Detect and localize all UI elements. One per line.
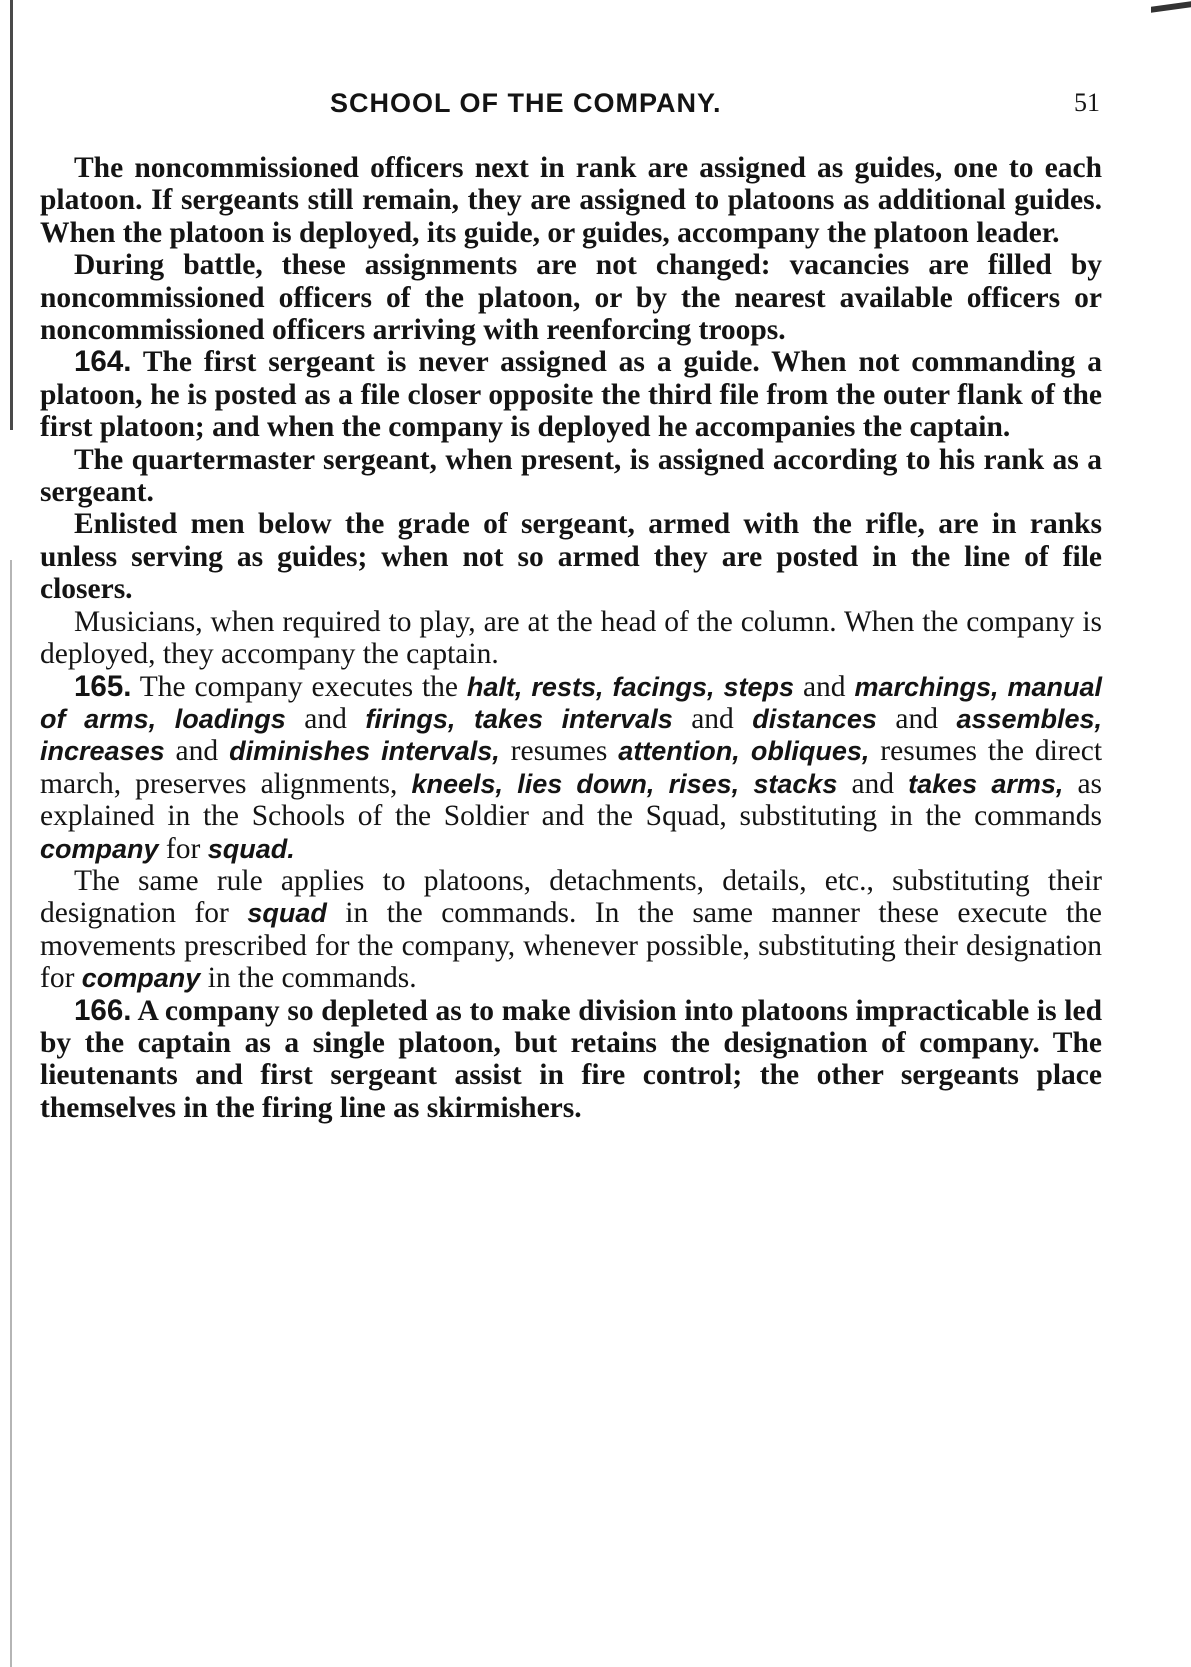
text-span: and <box>164 735 230 768</box>
text-span: deployed, its guide, or guides, accompany the platoon leader. <box>299 216 1060 249</box>
paragraph-164 <box>40 346 1102 443</box>
scan-edge-line <box>10 0 13 430</box>
command-term: halt, rests, facings, steps <box>466 671 795 702</box>
text-span: During battle, these assignments are not changed: vacancies are filled by noncommissioned officers of the platoon, or by the nearest available officers or noncommissioned officers arriving with reenforcing troops. <box>40 249 1102 347</box>
text-span: A company so depleted as to make division into platoons impracticable is led by the captain as a single platoon, but retains the designation of company. The lieutenants and first sergeant assist in fire control; the other sergeants place themselves in the firing line as skirmishers. <box>40 994 1102 1124</box>
scan-corner-mark <box>1151 1 1191 13</box>
paragraph-musicians <box>40 606 1102 671</box>
text-span: resumes <box>499 735 619 768</box>
section-number: 166. <box>74 993 132 1027</box>
text-span: and <box>794 670 855 703</box>
text-span: guides, one to each platoon. If sergeants still remain, they are <box>40 152 1103 217</box>
command-term: takes arms, <box>908 768 1064 799</box>
paragraph-enlisted-men <box>40 508 1102 605</box>
command-term: firings, takes intervals <box>365 703 673 734</box>
text-span: The first sergeant is never assigned as a guide. When not commanding a platoon, he is posted as a file closer opposite the third file from the outer flank of the first platoon; and when the company is deployed he accompanies the captain. <box>40 346 1102 444</box>
command-term: company <box>81 963 201 994</box>
paragraph-165 <box>40 671 1102 865</box>
text-span: and <box>876 702 957 735</box>
text-span: in the commands. <box>200 962 417 995</box>
text-span: and <box>285 702 366 735</box>
command-term: attention, obliques, <box>618 736 870 767</box>
text-span: resumes the direct march, preserves alignments, <box>40 735 1103 800</box>
running-title: SCHOOL OF THE COMPANY. <box>330 88 722 118</box>
paragraph-166 <box>40 995 1102 1125</box>
command-term: diminishes intervals, <box>229 736 500 767</box>
text-span: The noncommissioned officers next in rank are assigned as <box>74 152 855 184</box>
paragraph-guides <box>40 152 1102 249</box>
command-term: company <box>40 833 159 864</box>
text-span: in the commands. In the same manner these execute the movements prescribed for the company, whenever possible, substituting their designation for <box>40 897 1103 995</box>
scan-edge-line-lower <box>10 560 12 1667</box>
paragraph-same-rule <box>40 865 1102 995</box>
section-number: 164. <box>74 345 132 379</box>
page-header <box>40 88 1120 128</box>
section-number: 165. <box>74 669 132 703</box>
text-span: The quartermaster sergeant, when present, is assigned according to his rank as a sergeant. <box>40 443 1102 509</box>
page-number: 51 <box>1074 88 1100 117</box>
command-term: marchings, manual of arms, loadings <box>40 671 1103 734</box>
text-span: and <box>837 767 909 800</box>
paragraph-quartermaster <box>40 444 1102 509</box>
text-span: and <box>672 702 753 735</box>
text-span: Musicians, when required to play, are at the head of the column. When the company is deployed, they accompany the captain. <box>40 605 1102 671</box>
command-term: kneels, lies down, rises, stacks <box>411 768 838 799</box>
command-term: assembles, increases <box>40 703 1103 767</box>
text-span: for <box>158 832 208 865</box>
body-text <box>40 152 1102 1124</box>
text-span: assigned to platoons as additional guides. When the platoon is <box>40 184 1102 249</box>
command-term: squad <box>247 898 327 929</box>
text-span: The same rule applies to platoons, detachments, details, etc., substituting their designation for <box>40 864 1102 930</box>
text-span: Enlisted men below the grade of sergeant, armed with the rifle, are in ranks unless serving as guides; when not so armed they are posted in the line of file closers. <box>40 508 1102 606</box>
paragraph-during-battle <box>40 249 1102 346</box>
command-term: squad. <box>207 833 295 864</box>
text-span: as explained in the Schools of the Soldier and the Squad, substituting in the commands <box>40 767 1103 833</box>
text-span: The company executes the <box>131 670 467 703</box>
command-term: distances <box>752 703 877 734</box>
